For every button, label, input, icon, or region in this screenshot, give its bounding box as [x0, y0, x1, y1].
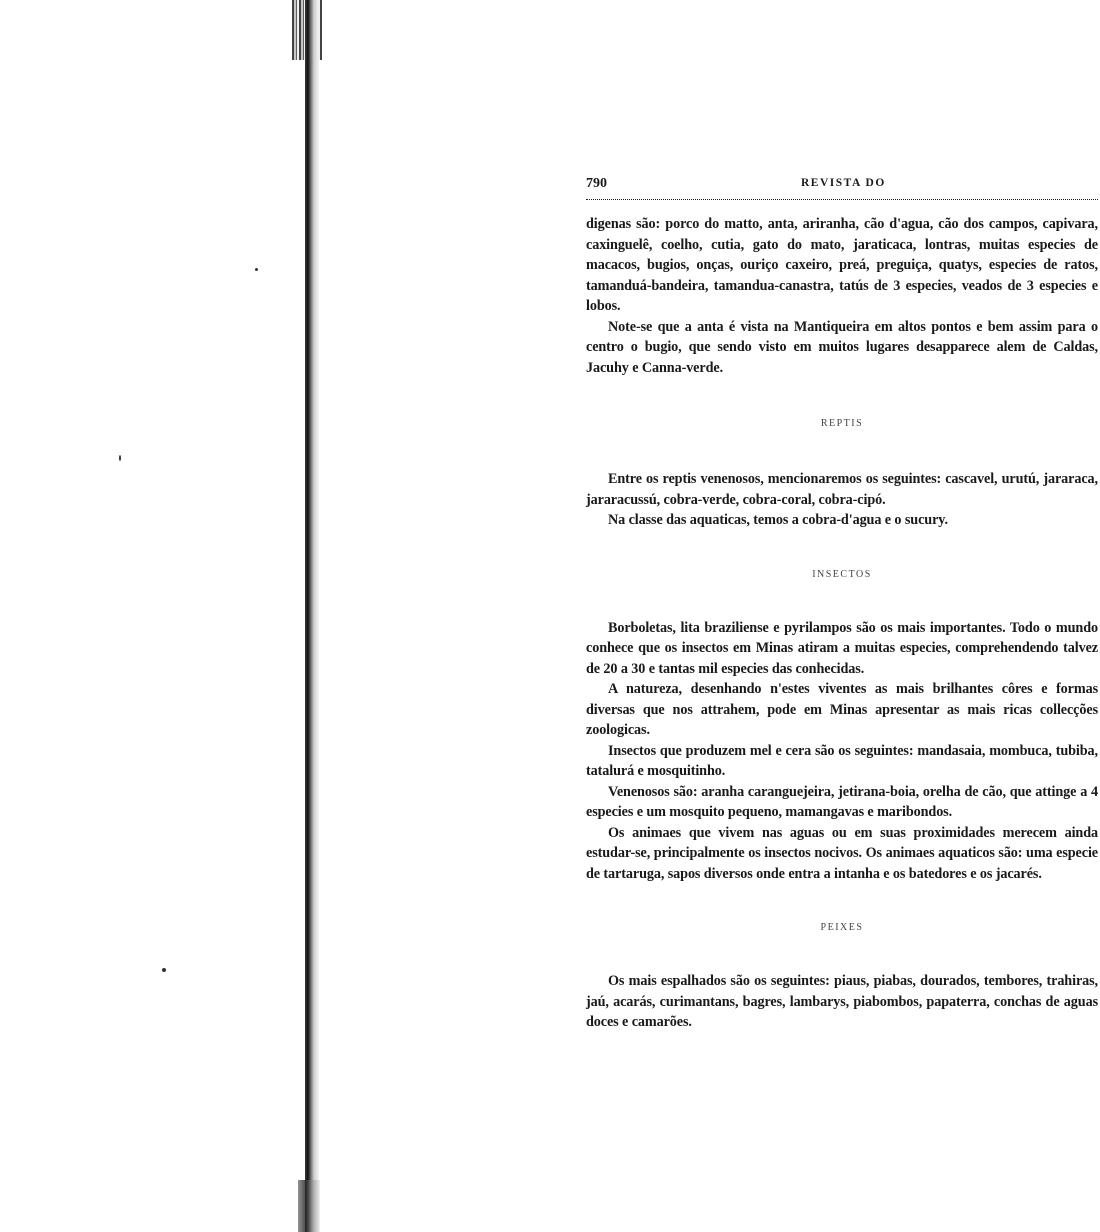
paragraph: Os mais espalhados são os seguintes: piaus, piabas, dourados, tembores, trahiras, jaú, acarás, curimantans, bagres, lambarys, piabombos, papaterra, conchas de aguas doces e camarões.: [586, 973, 1098, 1030]
paragraph: A natureza, desenhando n'estes viventes as mais brilhantes côres e formas diversas que nos attrahem, pode em Minas apresentar as mais ricas collecções zoologicas.: [586, 681, 1098, 738]
speck: [255, 268, 258, 271]
paragraph: digenas são: porco do matto, anta, ariranha, cão d'agua, cão dos campos, capivara, caxinguelê, coelho, cutia, gato do mato, jaraticaca, lontras, muitas especies de macacos, bugios, onças, ouriço caxeiro, preá, preguiça, quatys, especies de ratos, tamanduá-bandeira, tamandua-canastra, tatús de 3 especies, veados de 3 especies e lobos.: [586, 216, 1098, 314]
paragraph: Venenosos são: aranha caranguejeira, jetirana-boia, orelha de cão, que attinge a 4 especies e um mosquito pequeno, mamangavas e maribondos.: [586, 783, 1098, 820]
book-gutter: [305, 0, 319, 1232]
page-number: 790: [586, 176, 607, 191]
paragraph: Entre os reptis venenosos, mencionaremos os seguintes: cascavel, urutú, jararaca, jararacussú, cobra-verde, cobra-coral, cobra-cipó.: [586, 471, 1098, 508]
speck: [162, 968, 166, 972]
paragraph: Os animaes que vivem nas aguas ou em suas proximidades merecem ainda estudar-se, principalmente os insectos nocivos. Os animaes aquaticos são: uma especie de tartaruga, sapos diversos onde entra a intanha e os batedores e os jacarés.: [586, 824, 1098, 882]
binding-bottom: [298, 1180, 320, 1232]
section-heading-peixes: PEIXES: [820, 922, 864, 933]
section-heading-insectos: INSECTOS: [812, 568, 872, 580]
journal-title: REVISTA DO: [801, 177, 886, 189]
running-head: [586, 176, 1098, 198]
speck: [119, 455, 121, 461]
paragraph: Insectos que produzem mel e cera são os seguintes: mandasaia, mombuca, tubiba, tatalurá e mosquitinho.: [586, 742, 1098, 779]
right-page: [586, 176, 1098, 1033]
header-rule: [586, 199, 1098, 200]
paragraph: Na classe das aquaticas, temos a cobra-d'agua e o sucury.: [608, 512, 948, 528]
paragraph: Note-se que a anta é vista na Mantiqueira em altos pontos e bem assim para o centro o bugio, que sendo visto em muitos lugares desapparece alem de Caldas, Jacuhy e Canna-verde.: [586, 318, 1098, 376]
paragraph: Borboletas, lita braziliense e pyrilampos são os mais importantes. Todo o mundo conhece que os insectos em Minas atiram a muitas especies, comprehendendo talvez de 20 a 30 e tantas mil especies das conhecidas.: [586, 619, 1098, 677]
section-heading-reptis: REPTIS: [820, 418, 864, 429]
